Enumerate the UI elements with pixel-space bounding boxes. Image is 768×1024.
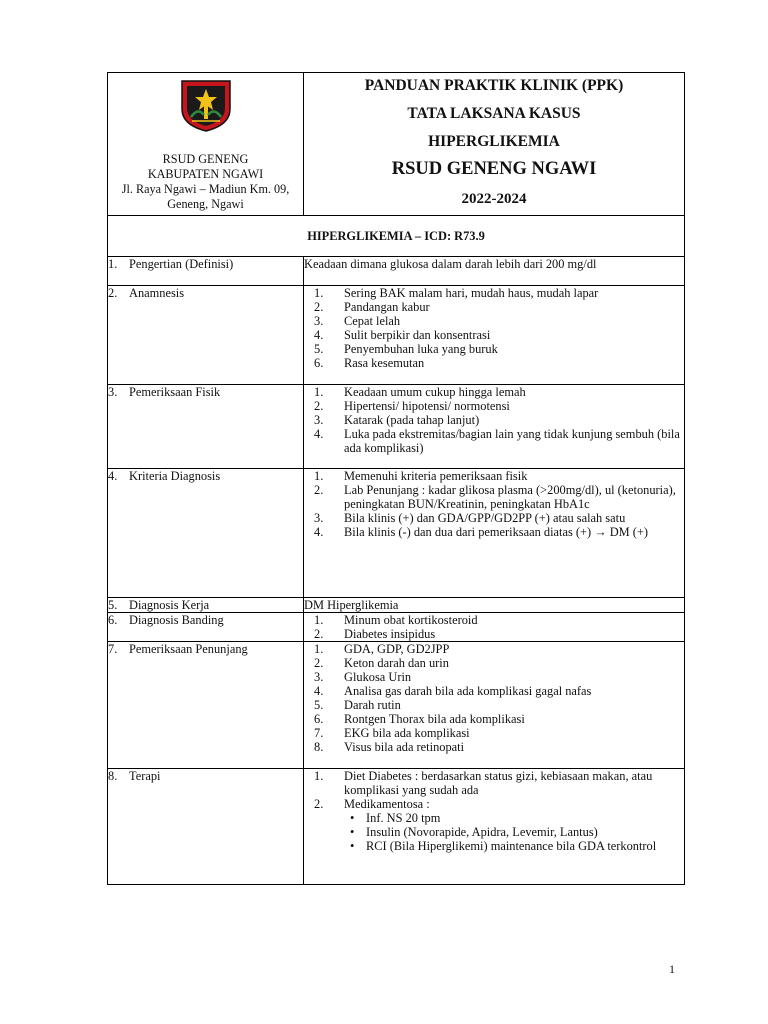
list-item: 4. Bila klinis (-) dan dua dari pemeriksaan diatas (+) → DM (+)	[314, 525, 649, 539]
bullet-icon: •	[350, 825, 355, 839]
working-diagnosis-text: DM Hiperglikemia	[304, 598, 685, 613]
section-label-cell	[108, 613, 304, 642]
hospital-name: RSUD GENENG NGAWI	[391, 159, 597, 179]
institution-block	[108, 152, 303, 212]
period-years: 2022-2024	[461, 191, 527, 207]
section-label: Diagnosis Kerja	[129, 598, 210, 612]
section-row-working-diagnosis	[108, 598, 685, 613]
header-row	[108, 73, 685, 216]
section-label-cell	[108, 642, 304, 769]
section-label-cell	[108, 385, 304, 469]
section-label: Pengertian (Definisi)	[129, 257, 234, 271]
title-cell	[304, 73, 685, 216]
section-row-diagnosis-criteria	[108, 469, 685, 598]
section-label-cell	[108, 598, 304, 613]
diagnosis-criteria-list	[304, 469, 684, 539]
list-item: 7. EKG bila ada komplikasi	[314, 726, 470, 740]
diagnosis-criteria-list-cell	[304, 469, 685, 598]
bullet-icon: •	[350, 811, 355, 825]
address-line-2: Geneng, Ngawi	[167, 197, 244, 211]
supporting-exam-list-cell	[304, 642, 685, 769]
list-item: 2. Keton darah dan urin	[314, 656, 449, 670]
section-number: 2.	[108, 286, 118, 300]
list-item: 1. Keadaan umum cukup hingga lemah	[314, 385, 526, 399]
supporting-exam-list	[304, 642, 684, 754]
icd-row	[108, 216, 685, 257]
list-item: 1. GDA, GDP, GD2JPP	[314, 642, 450, 656]
institution-regency: KABUPATEN NGAWI	[147, 167, 264, 181]
document-subtitle: TATA LAKSANA KASUS	[407, 105, 581, 122]
medication-item: • Insulin (Novorapide, Apidra, Levemir, Lantus)	[350, 825, 598, 839]
case-name: HIPERGLIKEMIA	[428, 133, 560, 150]
list-item: 4. Sulit berpikir dan konsentrasi	[314, 328, 491, 342]
list-item: 3. Cepat lelah	[314, 314, 401, 328]
section-label: Pemeriksaan Fisik	[129, 385, 221, 399]
list-item: 5. Penyembuhan luka yang buruk	[314, 342, 498, 356]
ppk-document	[107, 72, 684, 885]
section-label: Anamnesis	[129, 286, 185, 300]
list-item: 2. Lab Penunjang : kadar glikosa plasma (>200mg/dl), ul (ketonuria), peningkatan BUN/Kreatinin, peningkatan HbA1c	[314, 483, 676, 511]
section-row-supporting-exam	[108, 642, 685, 769]
page-number: 1	[669, 962, 675, 976]
list-item: 3. Glukosa Urin	[314, 670, 412, 684]
list-item: 2. Diabetes insipidus	[314, 627, 436, 641]
section-label-cell	[108, 769, 304, 885]
section-label: Diagnosis Banding	[129, 613, 224, 627]
list-item: 2. Hipertensi/ hipotensi/ normotensi	[314, 399, 510, 413]
section-row-definition	[108, 257, 685, 286]
bullet-icon: •	[350, 839, 355, 853]
therapy-list-cell	[304, 769, 685, 885]
section-row-therapy	[108, 769, 685, 885]
section-label-cell	[108, 286, 304, 385]
list-item: 1. Sering BAK malam hari, mudah haus, mudah lapar	[314, 286, 599, 300]
institution-name: RSUD GENENG	[162, 152, 249, 166]
medication-item: • RCI (Bila Hiperglikemi) maintenance bila GDA terkontrol	[350, 839, 657, 853]
list-item: 1. Minum obat kortikosteroid	[314, 613, 478, 627]
section-row-differential-diagnosis	[108, 613, 685, 642]
document-title: PANDUAN PRAKTIK KLINIK (PPK)	[364, 77, 624, 94]
institution-cell	[108, 73, 304, 216]
list-item: 5. Darah rutin	[314, 698, 401, 712]
medication-sublist	[344, 811, 680, 853]
list-item: 1. Memenuhi kriteria pemeriksaan fisik	[314, 469, 528, 483]
physical-exam-list-cell	[304, 385, 685, 469]
list-item: 4. Luka pada ekstremitas/bagian lain yang tidak kunjung sembuh (bila ada komplikasi)	[314, 427, 680, 455]
address-line-1: Jl. Raya Ngawi – Madiun Km. 09,	[121, 182, 290, 196]
section-label: Kriteria Diagnosis	[129, 469, 221, 483]
section-label-cell	[108, 469, 304, 598]
definition-text: Keadaan dimana glukosa dalam darah lebih dari 200 mg/dl	[304, 257, 685, 286]
differential-diagnosis-list-cell	[304, 613, 685, 642]
differential-diagnosis-list	[304, 613, 684, 641]
list-item: 1. Diet Diabetes : berdasarkan status gizi, kebiasaan makan, atau komplikasi yang sudah ada	[314, 769, 653, 797]
section-number: 7.	[108, 642, 118, 656]
list-item: 3. Bila klinis (+) dan GDA/GPP/GD2PP (+) atau salah satu	[314, 511, 626, 525]
section-number: 8.	[108, 769, 118, 783]
list-item: 2. Pandangan kabur	[314, 300, 430, 314]
list-item: 6. Rontgen Thorax bila ada komplikasi	[314, 712, 525, 726]
hospital-logo-emblem	[180, 79, 232, 133]
icd-heading: HIPERGLIKEMIA – ICD: R73.9	[108, 216, 685, 257]
ppk-table	[107, 72, 685, 885]
anamnesis-list	[304, 286, 684, 370]
section-number: 6.	[108, 613, 118, 627]
section-number: 1.	[108, 257, 118, 271]
section-number: 4.	[108, 469, 118, 483]
physical-exam-list	[304, 385, 684, 455]
list-item: 8. Visus bila ada retinopati	[314, 740, 465, 754]
anamnesis-list-cell	[304, 286, 685, 385]
section-label: Terapi	[129, 769, 161, 783]
list-item: 3. Katarak (pada tahap lanjut)	[314, 413, 480, 427]
medication-item: • Inf. NS 20 tpm	[350, 811, 441, 825]
list-item: 6. Rasa kesemutan	[314, 356, 425, 370]
section-number: 5.	[108, 598, 118, 612]
therapy-list	[304, 769, 684, 853]
section-label: Pemeriksaan Penunjang	[129, 642, 248, 656]
list-item: 4. Analisa gas darah bila ada komplikasi gagal nafas	[314, 684, 592, 698]
section-number: 3.	[108, 385, 118, 399]
section-label-cell	[108, 257, 304, 286]
section-row-anamnesis	[108, 286, 685, 385]
list-item: 2. Medikamentosa : • Inf. NS 20 tpm • Insulin (Novorapide, Apidra, Levemir, Lantus) • RCI (Bila Hiperglikemi) maintenance bila GDA terkontrol	[304, 797, 684, 853]
section-row-physical-exam	[108, 385, 685, 469]
